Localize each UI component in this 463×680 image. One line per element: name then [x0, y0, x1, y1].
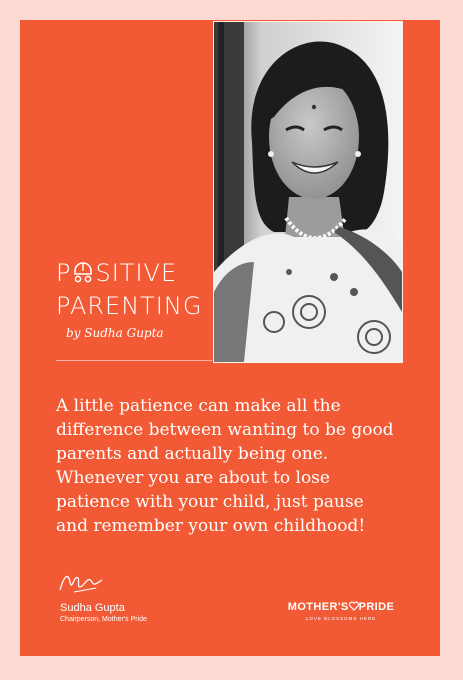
brand-title-block [56, 260, 202, 340]
portrait-illustration [214, 22, 402, 362]
title-divider [56, 360, 212, 361]
signature-title: Chairperson, Mother's Pride [60, 616, 147, 623]
mothers-pride-logo [281, 601, 401, 621]
heart-icon [349, 601, 359, 611]
logo-tagline: LOVE BLOSSOMS HERE [305, 616, 377, 621]
logo-name-first: MOTHER'S [287, 601, 349, 613]
portrait-photo [213, 21, 403, 363]
brand-title-line1 [56, 260, 202, 286]
brand-title-sitive: SITIVE [95, 259, 178, 287]
logo-name-second: PRIDE [358, 601, 395, 613]
brand-title-line2: PARENTING [56, 292, 203, 320]
brand-byline: by Sudha Gupta [66, 326, 164, 340]
quote-text: A little patience can make all the difference between wanting to be good parents and actually being one. Whenever you are about to lose patience with your child, just pause and remember your own childhood! [56, 396, 394, 536]
signature-name: Sudha Gupta [60, 602, 125, 614]
logo-name [281, 601, 401, 613]
stroller-icon [72, 262, 94, 284]
brand-title-p: P [56, 259, 72, 287]
signature-mark [56, 568, 106, 598]
